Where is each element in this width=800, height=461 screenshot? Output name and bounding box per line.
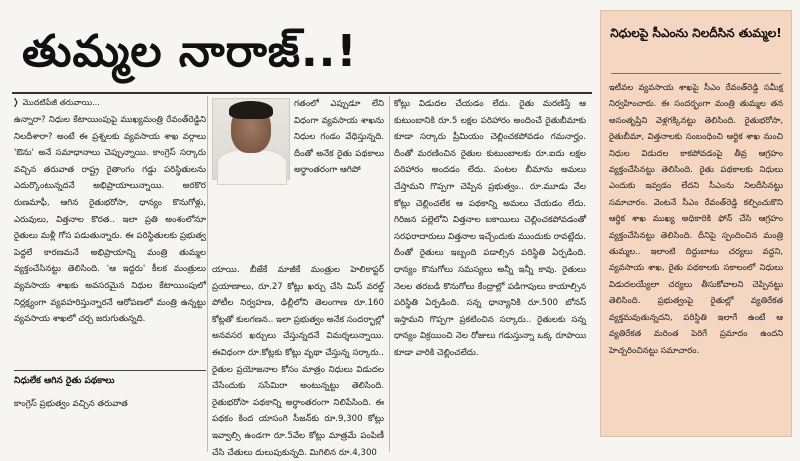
- column-3-text: కోట్లు విడుదల చేయడం లేదు. రైతు మరణిస్తే ఆ కుటుంబానికి రూ.5 లక్షల పరిహారం అందించే రైతుబీమాకు కూడా సర్కారు ప్రీమియం చెల్లించకపోవడం గమనార్హం. దీంతో మరణించిన రైతుల కుటుంబాలకు రూ.ఐదు లక్షల పరిహారం అందడం లేదు. పంటల బీమాను అమలు చేస్తామని గొప్పగా చెప్పిన ప్రభుత్వం.. రూ.మూడు వేల కోట్లు చెల్లించలేక ఆ పథకాన్ని అమలు చేయడం లేదు. గిరిజన పల్లెలోని విత్తనాల బకాయిలు చెల్లించకపోవడంతో సరఫరాదారులు విత్తనాల ఇచ్చేందుకు ముందుకు రావట్లేదు. దీంతో రైతులు ఇబ్బంది పడాల్సిన పరిస్థితి ఏర్పడింది. ధాన్యం కొనుగోలు సమస్యలు అన్నీ ఇన్నీ కావు. రైతులు నెలల తరబడి కొనుగోలు కేంద్రాల్లో పడిగాపులు కాయాల్సిన పరిస్థితి ఏర్పడింది. సన్న ధాన్యానికి రూ.500 బోనస్ ఇస్తామని గొప్పగా ప్రకటించిన సర్కారు.. రైతులకు సన్న ధాన్యం విక్రయించి నెల రోజులు గడుస్తున్నా ఒక్క రూపాయి కూడా వారికి చెల్లించలేదు.: [394, 99, 586, 358]
- article-column-3: [394, 96, 586, 452]
- sidebar-text: ఇటీవల వ్యవసాయ శాఖపై సీఎం రేవంత్‌రెడ్డి సమీక్ష నిర్వహించారు. ఈ సందర్భంగా మంత్రి తుమ్మల తన అసంతృప్తిని వెళ్లగక్కినట్టు తెలిసింది. రైతుభరోసా, రైతుబీమా, విత్తనాలకు సంబంధించి ఆర్థిక శాఖ నుంచి నిధుల విడుదల కాకపోవడంపై తీవ్ర ఆగ్రహం వ్యక్తంచేసినట్టు తెలిసింది. రైతు పథకాలకు నిధులు ఎందుకు ఇవ్వడం లేదని సీఎంను నిలదీసినట్టు సమాచారం. వెంటనే సీఎం రేవంత్‌రెడ్డి కల్పించుకొని ఆర్థిక శాఖ ముఖ్య అధికారికి ఫోన్ చేసి ఆగ్రహం వ్యక్తంచేసినట్టు తెలిసింది. దీనిపై స్పందించిన మంత్రి తుమ్మల.. ఇలాంటి దిద్దుబాటు చర్యలు వద్దని, వ్యవసాయ శాఖ, రైతు పథకాలకు సకాలంలో నిధులు విడుదలయ్యేలా చర్యలు తీసుకోవాలని చెప్పినట్టు తెలిసింది. ప్రభుత్వంపై రైతుల్లో వ్యతిరేకత వ్యక్తమవుతున్నదని, పరిస్థితి ఇలాగే ఉంటే ఆ వ్యతిరేకత మరింత పెరిగే ప్రమాదం ఉందని హెచ్చరించినట్టు సమాచారం.: [609, 82, 783, 355]
- headline-rule: [12, 92, 592, 94]
- article-column-1-continued: [14, 396, 206, 452]
- column-divider-2: [389, 96, 390, 452]
- column-divider-1: [207, 96, 208, 452]
- continued-label: [12, 96, 192, 110]
- arrow-icon: ❭: [12, 98, 20, 108]
- sidebar-rule: [611, 73, 781, 74]
- sidebar-body: [609, 79, 783, 429]
- minister-portrait-photo: [212, 98, 290, 180]
- column-1-bottom-text: కాంగ్రెస్ ప్రభుత్వం వచ్చిన తరువాత: [14, 399, 128, 409]
- section-subhead: నిధులేక ఆగిన రైతు పథకాలు: [14, 370, 206, 391]
- column-2-top-text: గతంలో ఎప్పుడూ లేని విధంగా వ్యవసాయ శాఖను నిధుల గండం వేధిస్తున్నది. దీంతో అనేక రైతు పథకాలు అర్ధాంతరంగా ఆగిపో: [294, 99, 384, 176]
- continued-label-text: మొదటిపేజీ తరువాయి...: [22, 98, 100, 107]
- article-column-1: [14, 112, 206, 370]
- sidebar-box: [600, 10, 792, 437]
- headline: తుమ్మల నారాజ్..!: [22, 26, 358, 77]
- portrait-shirt: [217, 149, 287, 185]
- portrait-hair: [229, 101, 273, 119]
- column-2-bottom-text: యాయి. బీజేకే మాజీకే మంత్రుల హెలికాప్టర్ ప్రయాణాలు, రూ.27 కోట్లు ఖర్చు చేసి మిస్ వరల్డ్ పోటీల నిర్వహణ, ఢిల్లీలోని తెలంగాణ రూ.160 కోట్లతో కులగణన.. ఇలా ప్రభుత్వం అనేక సందర్భాల్లో అనవసర ఖర్చులు చేస్తున్నదనే విమర్శలున్నాయి. ఈవిధంగా రూ.కోట్లకు కోట్లు వృథా చేస్తున్న సర్కారు.. రైతుల ప్రయోజనాల కోసం మాత్రం నిధులు విడుదల చేసేందుకు ససేమిరా అంటున్నట్టు తెలిసింది. రైతుభరోసా పథకాన్ని అర్ధాంతరంగా నిలిపేసింది. ఈ పథకం కింద యాసంగి సీజన్‌కు రూ.9,300 కోట్లు ఇవ్వాల్సి ఉండగా రూ.5వేల కోట్లు మాత్రమే పంపిణీ చేసి చేతులు దులుపుకున్నది. మిగిలిన రూ.4,300: [212, 265, 384, 458]
- column-1-text: ఉన్నారా? నిధుల కేటాయింపుపై ముఖ్యమంత్రి రేవంత్‌రెడ్డిని నిలదీశారా? అంటే ఈ ప్రశ్నలకు వ్యవసాయ శాఖ వర్గాలు 'ఔను' అనే సమాధానాలు చెప్పున్నాయి. కాంగ్రెస్ సర్కారు వచ్చిన తరువాత రాష్ట్ర రైతాంగం గడ్డు పరిస్థితులను ఎదుర్కొంటున్నదనే అభిప్రాయాలున్నాయి. అరకొర రుణమాఫీ, ఆగిన రైతుభరోసా, ధాన్యం కొనుగోళ్లు, ఎరువులు, విత్తనాల కొరత.. ఇలా ప్రతి అంశంలోనూ రైతులు మళ్లీ గోస పడుతున్నారు. ఈ పరిస్థితులకు ప్రభుత్వ పెద్దలే కారణమనే అభిప్రాయాన్ని మంత్రి తుమ్మల వ్యక్తంచేసినట్టు తెలిసింది. 'ఆ ఇద్దరు' కీలక మంత్రులు వ్యవసాయ శాఖకు అవసరమైన నిధుల కేటాయింపులో నిర్లక్ష్యంగా వ్యవహరిస్తున్నారనే ఆరోపణలో మంత్రి ఉన్నట్టు వ్యవసాయ శాఖలో చర్చ జరుగుతున్నది.: [14, 115, 206, 325]
- sidebar-title: నిధులపై సీఎంను నిలదీసిన తుమ్మల!: [610, 26, 782, 40]
